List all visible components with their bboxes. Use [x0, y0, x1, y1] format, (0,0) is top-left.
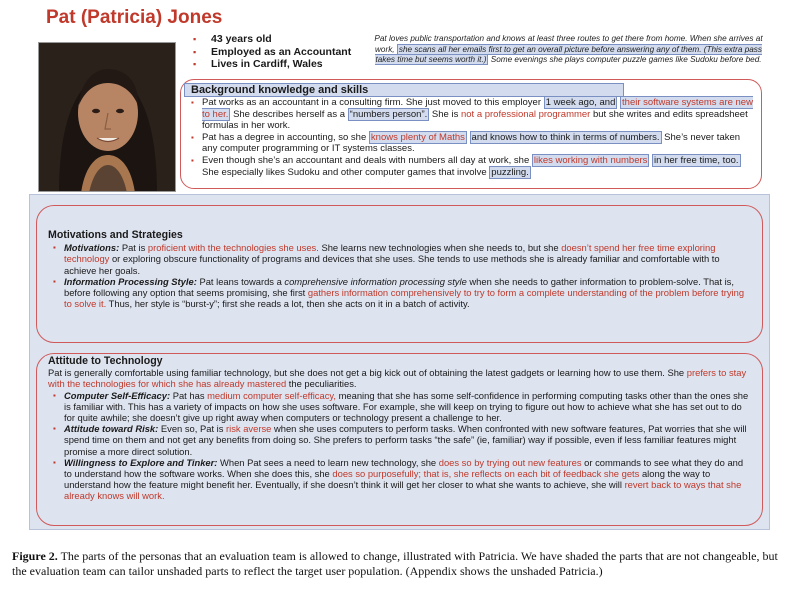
fact-location: ▪ Lives in Cardiff, Wales — [193, 58, 351, 71]
persona-facts — [193, 33, 351, 71]
motivations-section — [48, 230, 753, 309]
background-list — [186, 97, 754, 178]
persona-name: Pat (Patricia) Jones — [46, 7, 223, 28]
attitude-item: ▪ Attitude toward Risk: Even so, Pat is risk averse when she uses computers to perform tasks. When confronted with new software features, Pat worries that she will spend time on them and not get any benefits from doing so. She prefers to perform tasks “the safe” (ie, familiar) way if possible, even if less familiar features might promise a more direct solution. — [48, 423, 753, 457]
figure-caption-text: The parts of the personas that an evaluation team is allowed to change, illustrated with Patricia. We have shaded the parts that are not changeable, but the evaluation team can tailor unshaded parts to reflect the target user population. (Appendix shows the unshaded Patricia.) — [12, 549, 778, 578]
motivations-title: Motivations and Strategies — [48, 229, 183, 241]
background-item: ▪ Even though she’s an accountant and deals with numbers all day at work, she likes working with numbers in her free time, too. She especially likes Sudoku and other computer games that involve puzzling. — [186, 155, 754, 178]
persona-intro: Pat loves public transportation and knows at least three routes to get there from home. When she arrives at work, she scans all her emails first to get an overall picture before answering any of them. (This extra pass takes time but seems worth it.) Some evenings she plays computer puzzle games like Sudoku before bed. — [374, 34, 763, 64]
attitude-title: Attitude to Technology — [45, 356, 166, 367]
attitude-intro: Pat is generally comfortable using familiar technology, but she does not get a big kick out of obtaining the latest gadgets or learning how to use them. She prefers to stay with the technologies for which she has already mastered the peculiarities. — [48, 367, 747, 390]
background-item: ▪ Pat has a degree in accounting, so she knows plenty of Maths and knows how to think in terms of numbers. She’s never taken any computer programming or IT systems classes. — [186, 132, 754, 155]
figure-caption — [12, 549, 784, 578]
background-item: ▪ Pat works as an accountant in a consulting firm. She just moved to this employer 1 week ago, and their software systems are new to her. She describes herself as a “numbers person”. She is not a professional programmer but she writes and edits spreadsheet formulas in her work. — [186, 97, 754, 132]
motivation-item: ▪ Motivations: Pat is proficient with the technologies she uses. She learns new technologies when she needs to, but she doesn’t spend her free time exploring technology or exploring obscure functionality of programs and devices that she uses. She tends to use methods she is already familiar and comfortable with to achieve her goals. — [48, 242, 753, 276]
fact-age: ▪ 43 years old — [193, 33, 351, 46]
attitude-item: ▪ Computer Self-Efficacy: Pat has medium computer self-efficacy, meaning that she has some self-confidence in performing computing tasks other than the ones she is familiar with. This has a variety of impacts on how she uses software. For example, she will keep on trying to figure out how to achieve what she has set out to do for quite awhile; she doesn’t give up right away when computers or technology present a challenge to her. — [48, 390, 753, 424]
shaded-text: she scans all her emails first to get an overall picture before answering any of them. (This extra pass takes time but seems worth it.) — [375, 44, 762, 64]
motivation-item: ▪ Information Processing Style: Pat leans towards a comprehensive information processing style when she needs to gather information to problem-solve. That is, before following any option that seems promising, she first gathers information comprehensively to try to form a complete understanding of the problem before trying to solve it. Thus, her style is “burst-y”; first she reads a lot, then she acts on it in a batch of activity. — [48, 276, 753, 310]
attitude-item: ▪ Willingness to Explore and Tinker: When Pat sees a need to learn new technology, she does so by trying out new features or commands to see what they do and to understand how the software works. When she does this, she does so purposefully; that is, she reflects on each bit of feedback she gets along the way to understand how the feature might benefit her. Eventually, if she doesn’t think it will get her closer to what she wants to achieve, she will revert back to ways that she already knows will work. — [48, 457, 753, 502]
fact-occupation: ▪ Employed as an Accountant — [193, 46, 351, 59]
attitude-section — [48, 355, 753, 502]
figure-label: Figure 2. — [12, 549, 58, 563]
persona-photo — [38, 42, 176, 192]
background-title: Background knowledge and skills — [184, 83, 624, 97]
